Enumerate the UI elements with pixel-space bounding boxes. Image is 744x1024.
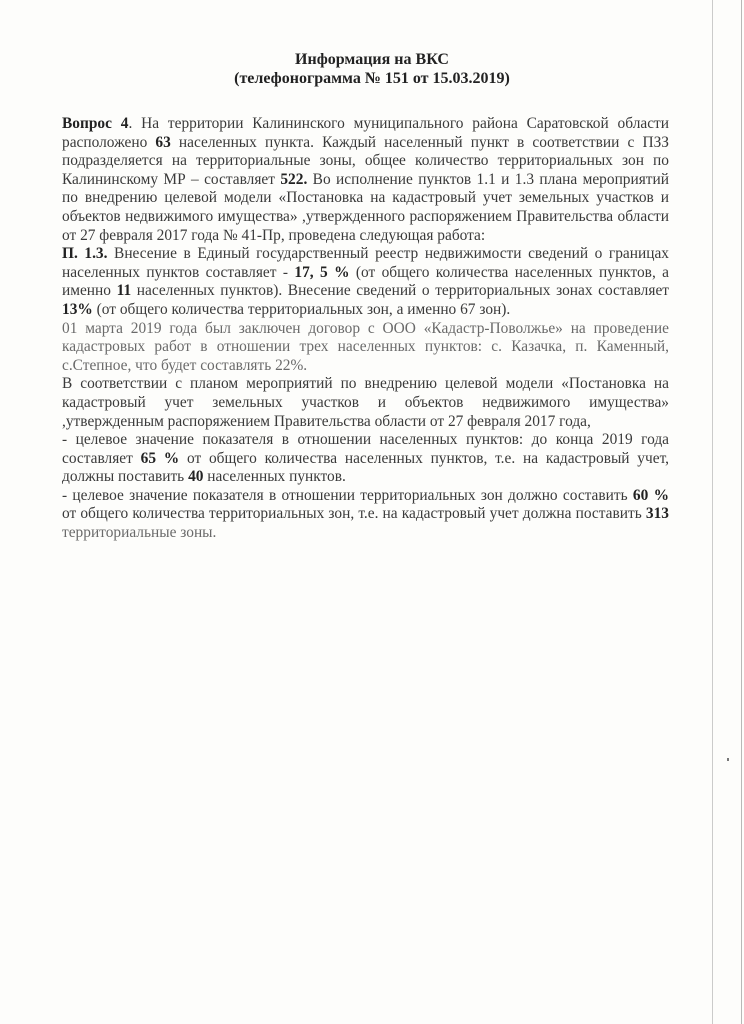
paragraph-target-settlements: [62, 431, 669, 487]
target-count: 40: [188, 468, 204, 486]
paragraph-plan: В соответствии с планом мероприятий по внедрению целевой модели «Постановка на кадастровый учет земельных участков и объектов недвижимого имущества» ,утвержденным распоряжением Правительства области от 27 февраля 2017 года,: [62, 375, 669, 430]
paragraph-question: [62, 115, 669, 245]
paragraph-contract: 01 марта 2019 года был заключен договор с ООО «Кадастр-Поволжье» на проведение кадастровых работ в отношении трех населенных пунктов: с. Казачка, п. Каменный, с.Степное, что будет составлять 22%.: [62, 319, 669, 374]
text-span: территориальные зоны.: [62, 524, 217, 542]
document-title: Информация на ВКС: [295, 51, 449, 68]
text-span: - целевое значение показателя в отношении территориальных зон должно составить: [62, 486, 633, 504]
text-span: от общего количества населенных пунктов, т.е. на кадастровый учет, должны поставить: [62, 449, 669, 486]
text-span: Внесение в Единый государственный реестр недвижимости сведений о границах населенных пунктов составляет -: [62, 245, 669, 281]
scan-edge-line: [712, 0, 713, 1024]
scan-speck: [727, 758, 729, 761]
settlement-count: 63: [155, 133, 171, 151]
target-percent: 65 %: [140, 449, 180, 467]
text-span: населенных пунктов.: [203, 468, 346, 486]
text-span: от общего количества территориальных зон, т.е. на кадастровый учет должна поставить: [62, 505, 646, 523]
title-block: [0, 50, 744, 88]
paragraph-item-1-3: [62, 245, 669, 319]
text-span: (от общего количества населенных пунктов, а именно: [62, 263, 669, 300]
settlement-percent: 17, 5 %: [294, 263, 350, 281]
paragraph-target-zones: [62, 487, 669, 543]
zone-count: 522.: [280, 170, 308, 188]
text-span: населенных пунктов). Внесение сведений о территориальных зонах составляет: [131, 282, 670, 300]
text-span: - целевое значение показателя в отношении населенных пунктов: до конца 2019 года составляет: [62, 431, 669, 467]
text-span: населенных пункта. Каждый населенный пункт в соответствии с ПЗЗ подразделяется на территориальные зоны, общее количество территориальных зон по Калининскому МР – составляет: [62, 133, 669, 188]
document-body: [62, 115, 669, 543]
zone-target-count: 313: [645, 505, 669, 523]
zone-target-percent: 60 %: [632, 486, 669, 504]
zone-percent: 13%: [62, 300, 93, 318]
text-span: . На территории Калининского муниципального района Саратовской области расположено: [62, 115, 670, 151]
text-span: Во исполнение пунктов 1.1 и 1.3 плана мероприятий по внедрению целевой модели «Постановка на кадастровый учет земельных участков и объектов недвижимого имущества» ,утвержденного распоряжением Правительства области от 27 февраля 2017 года № 41-Пр, проведена следующая работа:: [62, 170, 670, 244]
scan-edge-line: [741, 0, 742, 1024]
text-span: (от общего количества территориальных зон, а именно 67 зон).: [92, 300, 511, 318]
settlement-done-count: 11: [116, 282, 132, 300]
question-label: Вопрос 4: [62, 115, 129, 132]
document-subtitle: (телефонограмма № 151 от 15.03.2019): [234, 70, 510, 87]
item-label: П. 1.3.: [62, 245, 108, 263]
